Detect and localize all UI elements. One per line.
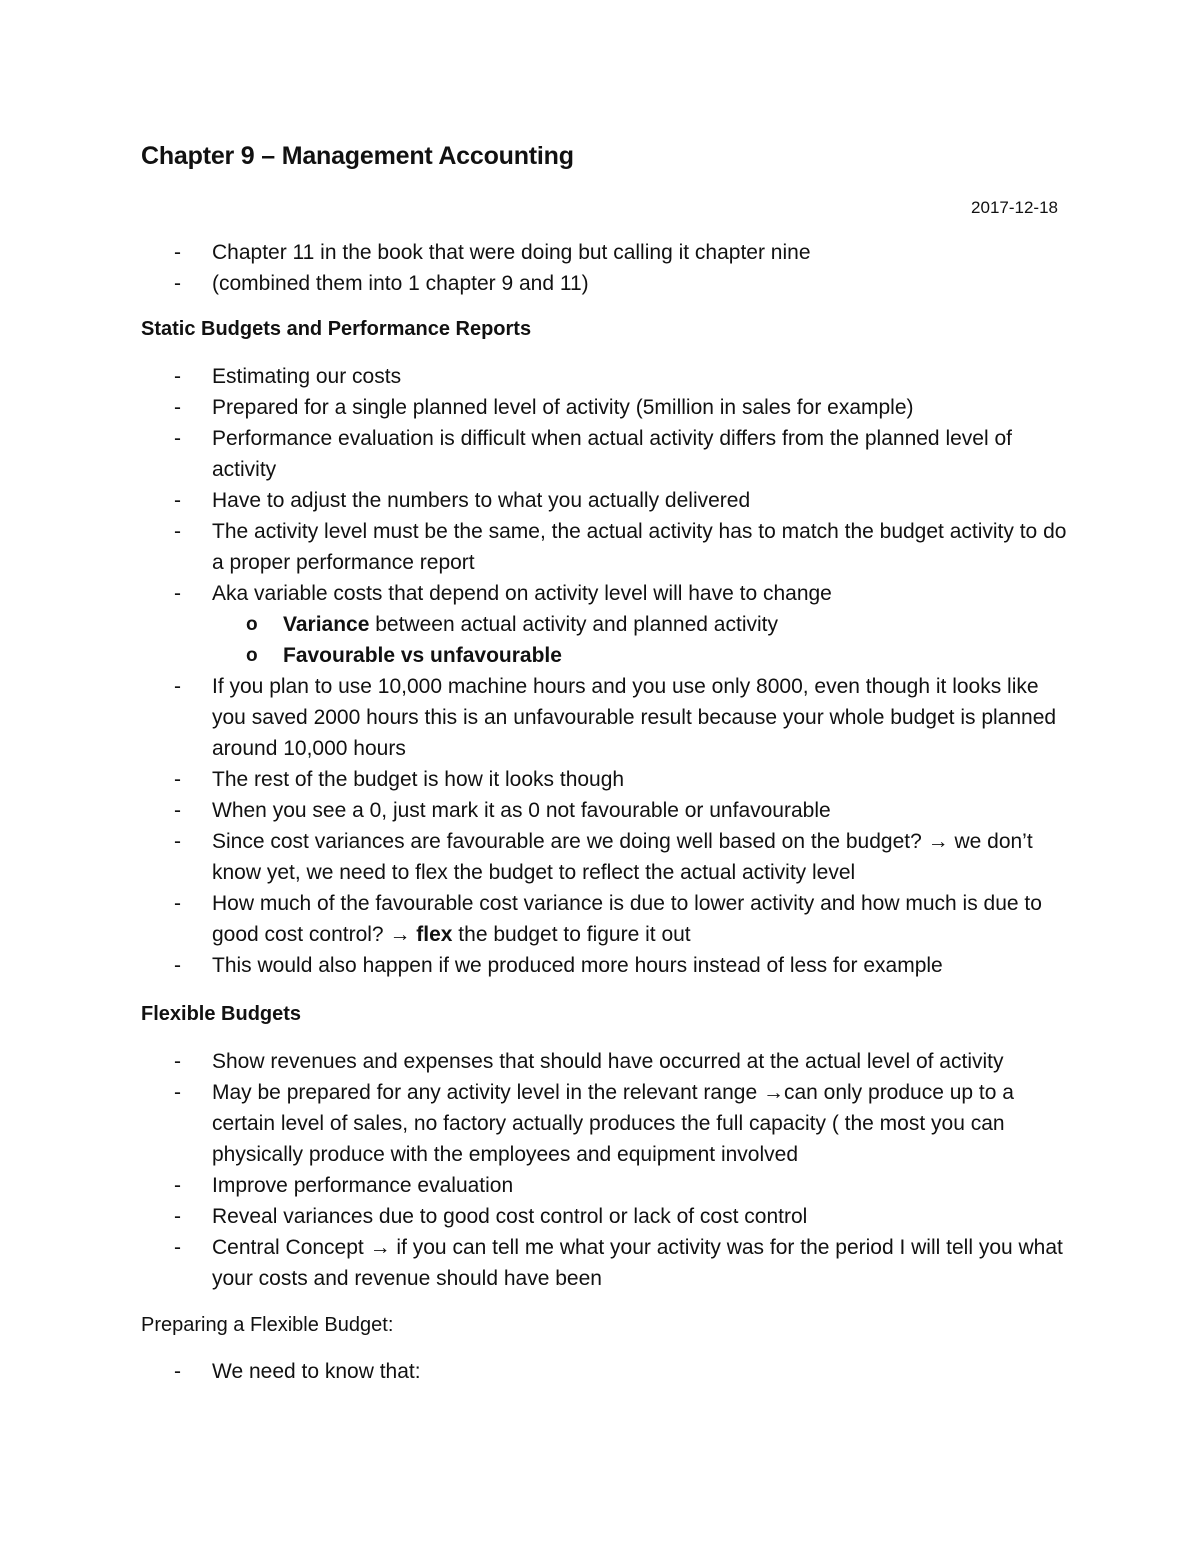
- list-item: - When you see a 0, just mark it as 0 not favourable or unfavourable: [141, 795, 1071, 826]
- section-heading-preparing: Preparing a Flexible Budget:: [141, 1314, 394, 1336]
- section-heading-flexible: Flexible Budgets: [141, 1003, 302, 1025]
- list-item: - Performance evaluation is difficult when actual activity differs from the planned level of activity: [141, 423, 1071, 485]
- dash-bullet: -: [174, 1174, 181, 1197]
- list-item: - Since cost variances are favourable are we doing well based on the budget? → we don’t know yet, we need to flex the budget to reflect the actual activity level: [141, 826, 1071, 888]
- circle-bullet: o: [246, 614, 258, 635]
- preparing-list: [141, 1356, 1071, 1387]
- sub-list-item: o Favourable vs unfavourable: [212, 640, 1071, 671]
- static-list: [141, 361, 1071, 981]
- sub-list: [212, 609, 1071, 671]
- dash-bullet: -: [174, 396, 181, 419]
- dash-bullet: -: [174, 768, 181, 791]
- dash-bullet: -: [174, 892, 181, 915]
- list-item: - How much of the favourable cost variance is due to lower activity and how much is due to good cost control? → flex the budget to figure it out: [141, 888, 1071, 950]
- list-item: - We need to know that:: [141, 1356, 1071, 1387]
- list-item: - Prepared for a single planned level of activity (5million in sales for example): [141, 392, 1071, 423]
- dash-bullet: -: [174, 1205, 181, 1228]
- dash-bullet: -: [174, 1081, 181, 1104]
- document-date: 2017-12-18: [971, 198, 1058, 217]
- list-item: - May be prepared for any activity level in the relevant range →can only produce up to a certain level of sales, no factory actually produces the full capacity ( the most you can physically produce with the employees and equipment involved: [141, 1077, 1071, 1170]
- list-item: - Have to adjust the numbers to what you actually delivered: [141, 485, 1071, 516]
- dash-bullet: -: [174, 799, 181, 822]
- list-item: - Chapter 11 in the book that were doing but calling it chapter nine: [141, 237, 1071, 268]
- section-heading-static: Static Budgets and Performance Reports: [141, 318, 532, 340]
- list-item: - Reveal variances due to good cost control or lack of cost control: [141, 1201, 1071, 1232]
- list-item: - Estimating our costs: [141, 361, 1071, 392]
- intro-list: [141, 237, 1071, 299]
- dash-bullet: -: [174, 427, 181, 450]
- list-item: - The activity level must be the same, the actual activity has to match the budget activity to do a proper performance report: [141, 516, 1071, 578]
- list-item: - The rest of the budget is how it looks though: [141, 764, 1071, 795]
- dash-bullet: -: [174, 365, 181, 388]
- page-title: Chapter 9 – Management Accounting: [141, 142, 574, 170]
- dash-bullet: -: [174, 582, 181, 605]
- list-item: - If you plan to use 10,000 machine hours and you use only 8000, even though it looks like you saved 2000 hours this is an unfavourable result because your whole budget is planned around 10,000 hours: [141, 671, 1071, 764]
- flexible-list: [141, 1046, 1071, 1294]
- dash-bullet: -: [174, 489, 181, 512]
- dash-bullet: -: [174, 954, 181, 977]
- list-item: - Aka variable costs that depend on activity level will have to change o Variance between actual activity and planned activity o Favourable vs unfavourable: [141, 578, 1071, 671]
- list-item: - Central Concept → if you can tell me what your activity was for the period I will tell you what your costs and revenue should have been: [141, 1232, 1071, 1294]
- dash-bullet: -: [174, 520, 181, 543]
- dash-bullet: -: [174, 272, 181, 295]
- list-item: - This would also happen if we produced more hours instead of less for example: [141, 950, 1071, 981]
- list-item: - (combined them into 1 chapter 9 and 11): [141, 268, 1071, 299]
- sub-list-item: o Variance between actual activity and planned activity: [212, 609, 1071, 640]
- dash-bullet: -: [174, 241, 181, 264]
- dash-bullet: -: [174, 1360, 181, 1383]
- dash-bullet: -: [174, 1236, 181, 1259]
- dash-bullet: -: [174, 675, 181, 698]
- circle-bullet: o: [246, 645, 258, 666]
- list-item: - Improve performance evaluation: [141, 1170, 1071, 1201]
- dash-bullet: -: [174, 1050, 181, 1073]
- list-item: - Show revenues and expenses that should have occurred at the actual level of activity: [141, 1046, 1071, 1077]
- dash-bullet: -: [174, 830, 181, 853]
